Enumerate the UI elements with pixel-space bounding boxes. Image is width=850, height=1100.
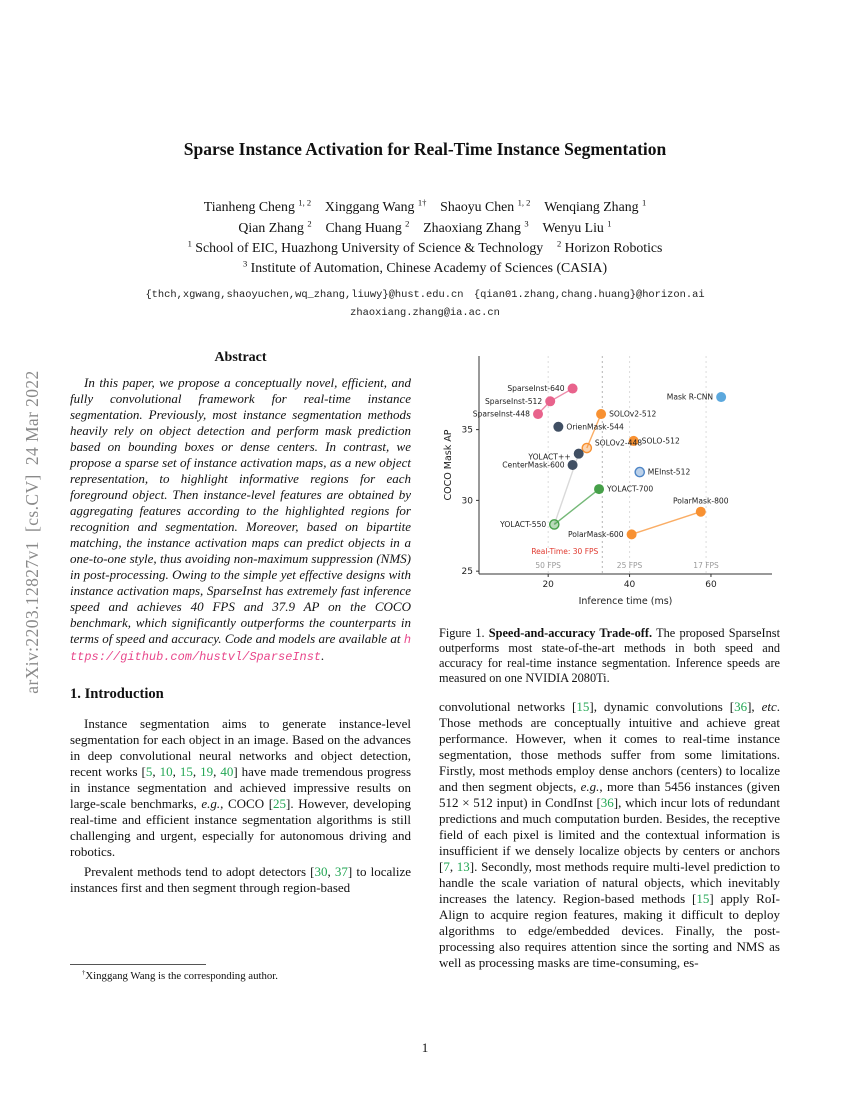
author-block (35, 196, 815, 322)
text-segment (312, 220, 326, 235)
arxiv-watermark: arXiv:2203.12827v1 [cs.CV] 24 Mar 2022 (22, 370, 42, 694)
text-segment: , (192, 764, 201, 779)
text-segment (530, 199, 544, 214)
point-label: YOLACT++ (528, 452, 571, 462)
text-segment: 1 (187, 238, 192, 249)
point-label: SOLO-512 (641, 436, 680, 446)
text-segment: 1, 2 (517, 197, 531, 208)
text-segment: 1† (417, 197, 427, 208)
point-label: CenterMask-600 (502, 460, 565, 470)
email-line-2: zhaoxiang.zhang@ia.ac.cn (350, 307, 500, 319)
y-tick-label: 30 (461, 496, 473, 507)
author-line-1 (35, 196, 815, 217)
text-segment: ], which incur lots of redundant predictions and much computation burden. Besides, the receptive field of each pixel is limited and the contextual information is insufficient if we densely localize objects by centers or anchors [ (439, 795, 780, 874)
text-segment: Chang Huang (325, 220, 406, 235)
section-heading-introduction: 1. Introduction (70, 686, 164, 702)
text-segment: 3 (524, 218, 529, 229)
text-segment: , (152, 764, 160, 779)
text-segment: 1 (607, 218, 612, 229)
text-segment: , more than 5456 instances (given (599, 779, 780, 794)
point-label: SOLOv2-512 (609, 409, 657, 419)
text-segment: convolutional networks [ (439, 699, 577, 714)
y-tick-label: 35 (461, 425, 473, 436)
text-segment: Shaoyu Chen (440, 199, 518, 214)
point-SparseInst-448 (533, 409, 542, 418)
footnote-text (70, 970, 278, 983)
point-label: YOLACT-550 (500, 520, 547, 530)
point-label: SparseInst-640 (507, 384, 565, 394)
point-label: Mask R-CNN (666, 392, 714, 402)
intro-paragraph-1 (70, 716, 411, 860)
text-segment: Figure 1. (439, 626, 489, 640)
text-segment: , (172, 764, 180, 779)
point-label: SOLOv2-448 (594, 438, 643, 448)
citation-ref[interactable]: 7 (443, 859, 450, 874)
page-number: 1 (421, 1040, 429, 1055)
text-segment: ] have made tremendous progress in instance segmentation and achieved impressive results on large-scale benchmarks, (70, 764, 412, 811)
figure-1 (439, 346, 780, 686)
text-segment: Zhaoxiang Zhang (423, 220, 525, 235)
citation-ref[interactable]: 5 (145, 764, 153, 779)
citation-ref[interactable]: 40 (220, 764, 234, 779)
left-column (70, 350, 411, 896)
text-segment: , (449, 859, 457, 874)
point-label: SparseInst-448 (472, 409, 531, 419)
text-segment: 2 (405, 218, 410, 229)
text-segment: Instance segmentation aims to generate instance-level segmentation for each object in an image. Based on the advances in deep convolutional neural networks and object detection, recent works [ (70, 716, 411, 779)
text-segment: ]. However, developing real-time and efficient instance segmentation algorithms is still challenging and urgent, especially for autonomous driving and robotics. (70, 796, 411, 859)
citation-ref[interactable]: 15 (696, 891, 710, 906)
text-segment: , (327, 864, 335, 879)
citation-ref[interactable]: 25 (273, 796, 287, 811)
author-line-2 (35, 217, 815, 238)
y-tick-label: 25 (461, 567, 473, 578)
point-SparseInst-640 (568, 384, 577, 393)
text-segment: e.g. (580, 779, 600, 794)
text-segment (311, 199, 325, 214)
citation-ref[interactable]: 37 (334, 864, 348, 879)
email-line-1: {thch,xgwang,shaoyuchen,wq_zhang,liuwy}@hust.edu.cn {qian01.zhang,chang.huang}@horizon.ai (145, 289, 705, 301)
citation-ref[interactable]: 36 (734, 699, 748, 714)
point-PolarMask-600 (627, 530, 636, 539)
text-segment: Institute of Automation, Chinese Academy of Sciences (CASIA) (247, 260, 608, 275)
text-segment: Wenyu Liu (542, 220, 608, 235)
point-PolarMask-800 (696, 507, 705, 516)
text-segment: 1 (641, 197, 647, 208)
citation-ref[interactable]: 36 (600, 795, 614, 810)
text-segment: ] apply RoI-Align to acquire region features, making it difficult to deploy algorithms to edge/embedded devices. Finally, the post-processing also requires attention since the sorting and NMS as well as processing masks are time-consuming, es- (439, 891, 780, 970)
text-segment: e.g. (201, 796, 221, 811)
text-segment: Tianheng Cheng (203, 199, 299, 214)
citation-ref[interactable]: 10 (159, 764, 173, 779)
citation-ref[interactable]: 15 (179, 764, 193, 779)
text-segment: . Those methods are conceptually intuitive and achieve great performance. However, when it comes to real-time instance segmentation, those methods suffer from some limitations. Firstly, most methods employ dense anchors (centers) to localize and then segment objects, (439, 699, 780, 794)
text-segment: 1, 2 (298, 197, 312, 208)
abstract-heading: Abstract (214, 350, 267, 365)
right-column (439, 346, 780, 971)
text-segment (426, 199, 440, 214)
text-segment: 3 (242, 258, 248, 269)
text-segment: Horizon Robotics (561, 240, 663, 255)
fps-label: 25 FPS (616, 561, 643, 570)
text-segment (529, 220, 543, 235)
fps-label: 17 FPS (693, 561, 719, 570)
text-segment: In this paper, we propose a conceptually novel, efficient, and fully convolutional framework for real-time instance segmentation. Previously, most instance segmentation methods heavily rely on object detection and perform mask prediction based on bounding boxes or dense centers. In contrast, we propose a sparse set of instance activation maps, as a new object representation, to highlight informative regions for each foreground object. Then instance-level features are obtained by aggregating features according to the highlighted regions for recognition and segmentation. Moreover, based on bipartite matching, the instance activation maps can predict objects in a one-to-one style, thus avoiding non-maximum suppression (NMS) in post-processing. Owing to the simple yet effective designs with instance activation maps, SparseInst has extremely fast inference speed and achieves 40 FPS and 37.9 AP on the COCO benchmark, which significantly outperforms the counterparts in terms of speed and accuracy. Code and models are available at (70, 375, 411, 646)
fps-label: 50 FPS (535, 561, 561, 570)
realtime-label: Real-Time: 30 FPS (531, 547, 599, 556)
citation-ref[interactable]: 30 (314, 864, 328, 879)
text-segment: 2 (556, 238, 562, 249)
text-segment: School of EIC, Huazhong University of Science & Technology (191, 240, 557, 255)
point-CenterMask-600 (568, 460, 577, 469)
x-tick-label: 60 (705, 580, 717, 590)
point-SparseInst-512 (546, 397, 555, 406)
footnote (70, 964, 411, 983)
x-tick-label: 40 (623, 580, 636, 590)
text-segment: 2 (307, 218, 312, 229)
text-segment: Speed-and-accuracy Trade-off. (488, 626, 653, 640)
citation-ref[interactable]: 13 (456, 859, 470, 874)
text-segment: Qian Zhang (238, 220, 308, 235)
text-segment (409, 220, 423, 235)
paper-title: Sparse Instance Activation for Real-Time Instance Segmentation (183, 139, 667, 159)
inline-link[interactable]: https://github.com/hustvl/SparseInst (70, 633, 411, 664)
text-segment: input) in CondInst [ (492, 795, 601, 810)
point-label: YOLACT-700 (607, 484, 654, 494)
point-MEInst-512 (635, 467, 644, 476)
right-paragraph-1 (439, 699, 780, 971)
text-segment: ] to localize instances first and then segment through region-based (70, 864, 411, 895)
point-Mask R-CNN (717, 392, 726, 401)
point-label: MEInst-512 (647, 467, 691, 477)
citation-ref[interactable]: 15 (576, 699, 590, 714)
text-segment: . (321, 648, 325, 663)
text-segment: Wenqiang Zhang (544, 199, 642, 214)
text-segment: ], dynamic convolutions [ (589, 699, 735, 714)
y-axis-label: COCO Mask AP (443, 429, 454, 501)
text-segment: etc (761, 699, 777, 714)
point-YOLACT-700 (594, 484, 603, 493)
point-label: SparseInst-512 (484, 396, 543, 406)
series-line (632, 512, 701, 535)
x-axis-label: Inference time (ms) (578, 596, 673, 607)
affiliation-line-1 (35, 238, 815, 258)
figure-1-chart (439, 346, 780, 612)
text-segment: , COCO [ (220, 796, 274, 811)
affiliation-line-2 (35, 258, 815, 278)
point-label: PolarMask-600 (567, 529, 624, 539)
citation-ref[interactable]: 19 (200, 764, 214, 779)
x-tick-label: 20 (542, 580, 554, 590)
intro-paragraph-2 (70, 864, 411, 896)
text-segment: Xinggang Wang (324, 199, 418, 214)
point-YOLACT++ (574, 449, 583, 458)
text-segment: Xinggang Wang is the corresponding author. (85, 970, 278, 982)
abstract-text (70, 375, 411, 665)
point-OrienMask-544 (554, 422, 563, 431)
point-SOLOv2-512 (596, 409, 605, 418)
text-segment: Prevalent methods tend to adopt detectors [ (84, 864, 315, 879)
text-segment: ]. Secondly, most methods require multi-level prediction to handle the scale variation of natural objects, which inevitably increases the latency. Region-based methods [ (439, 859, 781, 906)
text-segment: ], (747, 699, 762, 714)
text-segment: , (213, 764, 221, 779)
point-SOLOv2-448 (582, 443, 591, 452)
figure-1-caption (439, 626, 780, 686)
point-YOLACT-550 (550, 520, 559, 529)
text-segment: The proposed SparseInst outperforms most state-of-the-art methods in both speed and accuracy for real-time instance segmentation. Inference speeds are measured on one NVIDIA 2080Ti. (439, 626, 780, 685)
text-segment: † (82, 969, 86, 977)
footnote-rule (70, 964, 206, 965)
point-label: OrienMask-544 (566, 422, 624, 432)
point-label: PolarMask-800 (672, 496, 729, 506)
text-segment: 512 × 512 (439, 795, 493, 810)
